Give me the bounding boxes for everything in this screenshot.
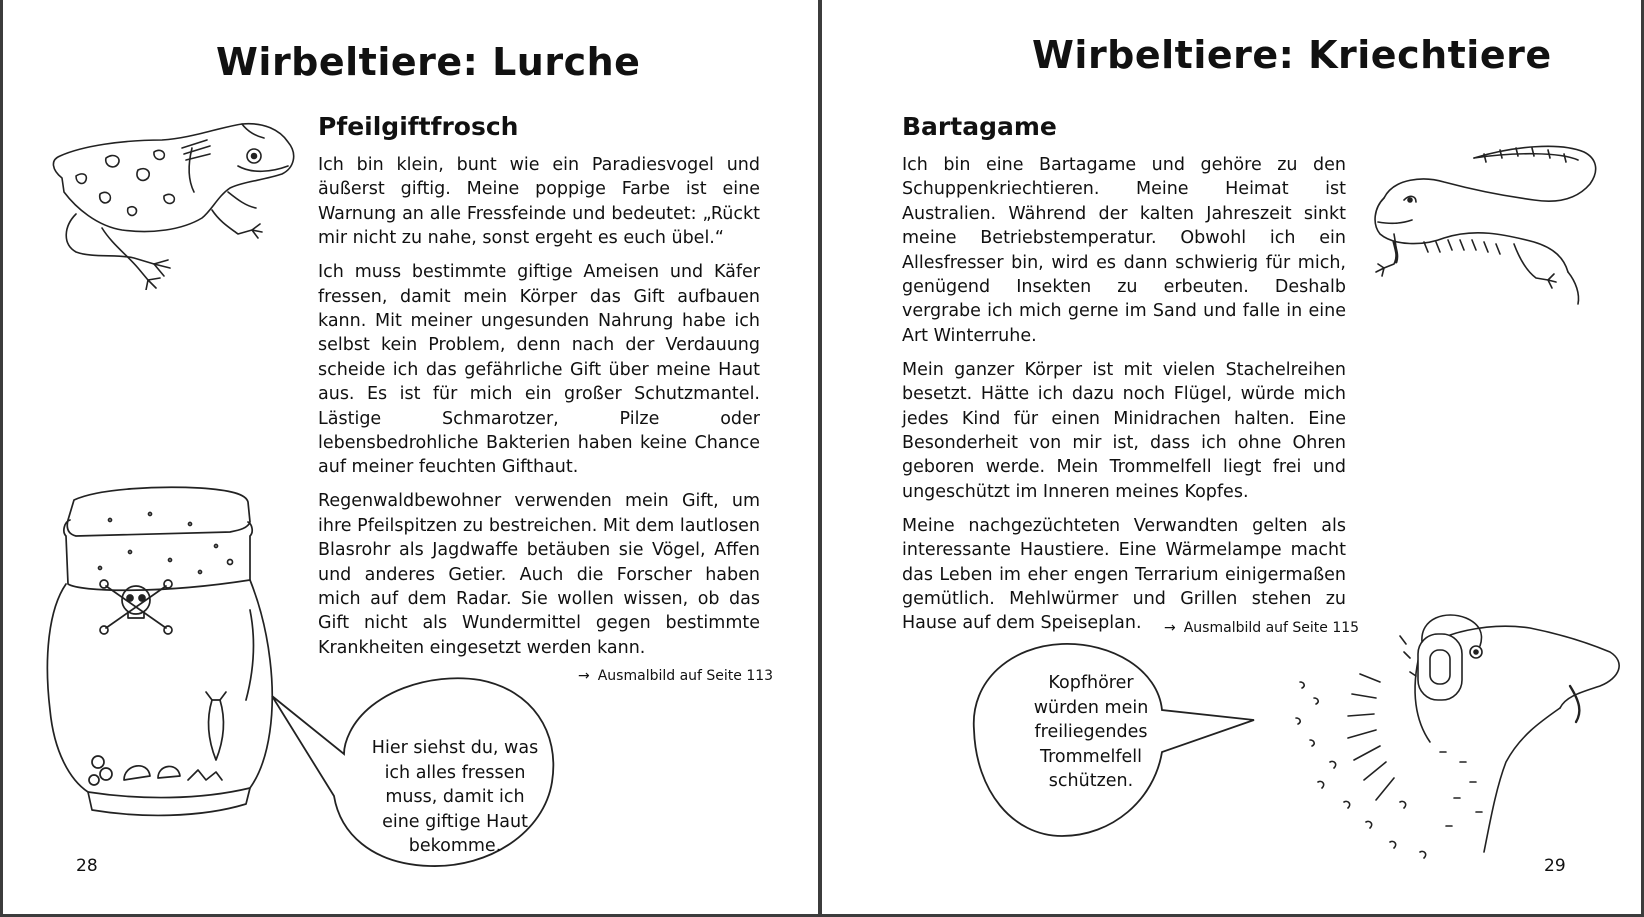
page-number: 29 <box>1544 856 1566 876</box>
bubble-line: schützen. <box>1048 771 1134 791</box>
paragraph: Ich muss bestimmte giftige Ameisen und Käfer fressen, damit mein Körper das Gift aufbauen kann. Mit meiner ungesunden Nahrung habe ich selbst kein Problem, denn nach der Verdauung scheide ich das gefährliche Gift über meine Haut aus. Es ist für mich ein großer Schutzmantel. Lästige Schmarotzer, Pilze oder lebensbedrohliche Bakterien haben keine Chance auf meiner feuchten Gifthaut. <box>318 262 760 478</box>
left-page <box>0 0 818 917</box>
speech-bubble-text <box>1005 671 1177 794</box>
reference-text: Ausmalbild auf Seite 115 <box>1183 620 1360 636</box>
bubble-line: bekomme. <box>408 836 502 856</box>
body-text <box>318 153 760 670</box>
frog-drawing <box>42 118 304 290</box>
section-title: Bartagame <box>902 112 1057 141</box>
bubble-line: freiliegendes <box>1034 722 1148 742</box>
bubble-line: ich alles fressen <box>384 762 526 783</box>
bubble-line: muss, damit ich <box>385 787 525 807</box>
reference-text: Ausmalbild auf Seite 113 <box>597 668 774 684</box>
page-title: Wirbeltiere: Kriechtiere <box>1032 33 1552 77</box>
section-title: Pfeilgiftfrosch <box>318 112 519 141</box>
coloring-page-reference <box>578 668 773 684</box>
bubble-line: Trommelfell <box>1039 746 1142 767</box>
page-number: 28 <box>76 856 98 876</box>
bubble-line: Hier siehst du, was <box>371 738 539 758</box>
dragon-headphones-drawing <box>1270 612 1626 884</box>
body-text <box>902 153 1346 645</box>
paragraph: Regenwaldbewohner verwenden mein Gift, um ihre Pfeilspitzen zu bestreichen. Mit dem lautlosen Blasrohr als Jagdwaffe betäuben sie Vögel, Affen und anderes Getier. Auch die Forscher haben mich auf dem Radar. Sie wollen wissen, ob das Gift nicht als Wundermittel gegen bestimmte Krankheiten eingesetzt werden kann. <box>318 491 760 658</box>
paragraph: Meine nachgezüchteten Verwandten gelten als interessante Haustiere. Eine Wärmelampe macht das Leben im eher engen Terrarium einigermaßen gemütlich. Mehlwürmer und Grillen stehen zu Hause auf dem Speiseplan. <box>902 515 1346 634</box>
arrow-right-icon: → <box>578 668 590 684</box>
poison-jar-drawing <box>40 480 290 820</box>
page-title: Wirbeltiere: Lurche <box>216 40 641 84</box>
bearded-dragon-drawing <box>1364 138 1614 310</box>
right-page <box>822 0 1644 917</box>
bubble-line: Kopfhörer <box>1048 673 1134 693</box>
paragraph: Ich bin eine Bartagame und gehöre zu den Schuppenkriechtieren. Meine Heimat ist Australien. Während der kalten Jahreszeit sinkt meine Betriebstemperatur. Obwohl ich ein Allesfresser bin, wird es dann schwierig für mich, genügend Insekten zu erbeuten. Deshalb vergrabe ich mich gerne im Sand und falle in eine Art Winterruhe. <box>902 155 1346 346</box>
bubble-line: würden mein <box>1033 697 1149 718</box>
speech-bubble-text <box>355 736 555 859</box>
bubble-line: eine giftige Haut <box>382 811 528 832</box>
arrow-right-icon: → <box>1164 620 1176 636</box>
page-edge <box>0 0 3 917</box>
paragraph: Ich bin klein, bunt wie ein Paradiesvogel und äußerst giftig. Meine poppige Farbe ist eine Warnung an alle Fressfeinde und bedeutet: „Rückt mir nicht zu nahe, sonst ergeht es euch übel.“ <box>318 155 760 249</box>
paragraph: Mein ganzer Körper ist mit vielen Stachelreihen besetzt. Hätte ich dazu noch Flügel, würde mich jedes Kind für einen Minidrachen halten. Eine Besonderheit von mir ist, dass ich ohne Ohren geboren werde. Mein Trommelfell liegt frei und ungeschützt im Inneren meines Kopfes. <box>902 359 1346 502</box>
